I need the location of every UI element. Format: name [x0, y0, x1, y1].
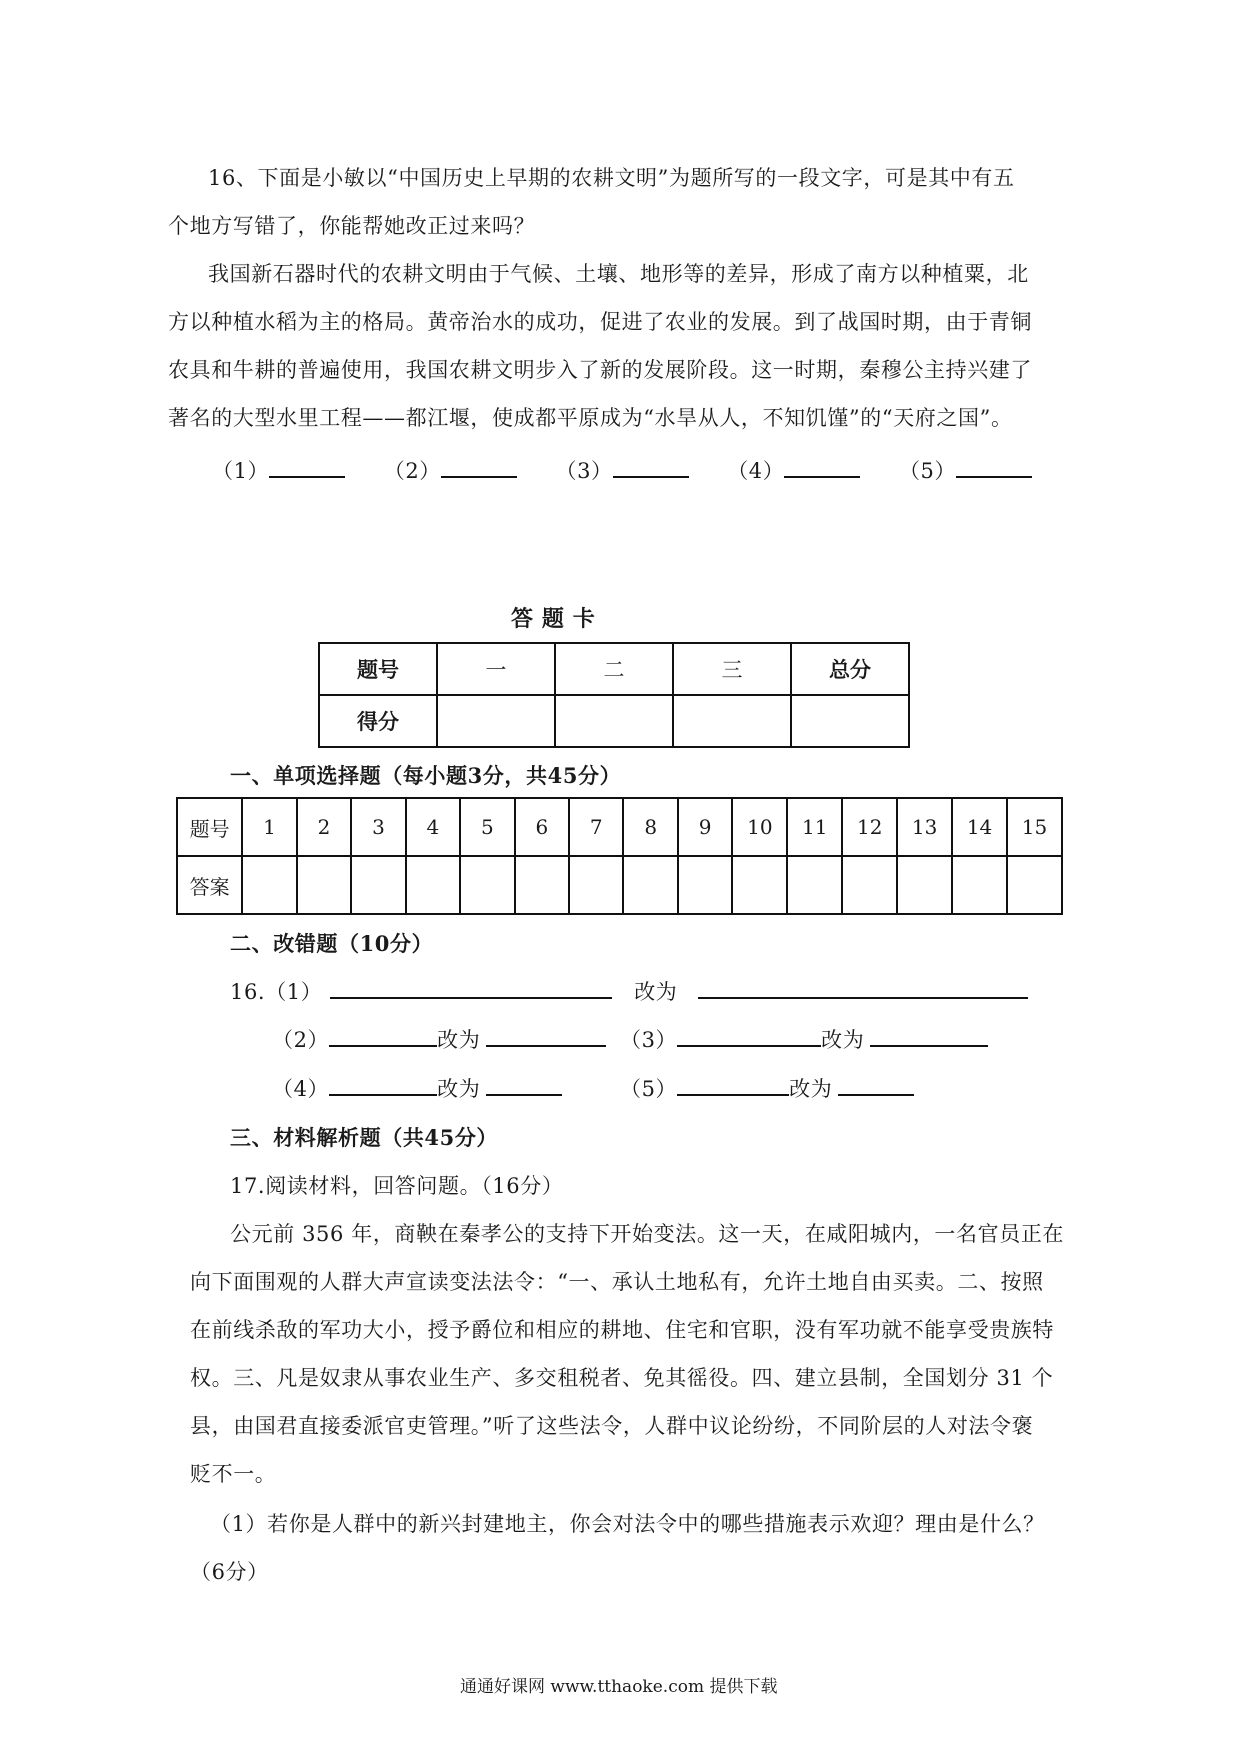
answer-blank-1[interactable] — [269, 475, 345, 478]
question-number-cell: 12 — [842, 798, 897, 856]
q16-para-line3: 农具和牛耕的普遍使用，我国农耕文明步入了新的发展阶段。这一时期，秦穆公主持兴建了 — [168, 358, 1032, 382]
material-line6: 贬不一。 — [190, 1462, 277, 1486]
correction-row-1 — [230, 976, 1028, 1006]
q16-para-line1: 我国新石器时代的农耕文明由于气候、土壤、地形等的差异，形成了南方以种植粟，北 — [208, 262, 1029, 286]
correction-wrong-4[interactable] — [329, 1093, 437, 1096]
score-cell-total[interactable] — [791, 695, 909, 747]
answer-cell[interactable] — [897, 856, 952, 914]
answer-blank-4[interactable] — [784, 475, 860, 478]
correction-label-3: （3） — [620, 1028, 678, 1052]
answer-cell[interactable] — [952, 856, 1007, 914]
change-to-label-4: 改为 — [437, 1077, 481, 1101]
page-footer: 通通好课网 www.tthaoke.com 提供下载 — [460, 1677, 778, 1697]
change-to-label-5: 改为 — [789, 1077, 833, 1101]
question-number-cell: 1 — [242, 798, 296, 856]
correction-wrong-5[interactable] — [677, 1093, 789, 1096]
choice-row-label-answer: 答案 — [177, 856, 242, 914]
correction-right-5[interactable] — [838, 1093, 914, 1096]
score-row-label: 得分 — [319, 695, 437, 747]
q16-intro-line2: 个地方写错了，你能帮她改正过来吗？ — [168, 214, 536, 238]
answer-cell[interactable] — [842, 856, 897, 914]
material-line5: 县，由国君直接委派官吏管理。”听了这些法令，人群中议论纷纷，不同阶层的人对法令褒 — [190, 1414, 1034, 1438]
correction-row-3 — [620, 1024, 988, 1054]
choice-answer-table — [176, 797, 1063, 915]
score-cell-three[interactable] — [673, 695, 791, 747]
answer-blank-3[interactable] — [613, 475, 689, 478]
answer-cell[interactable] — [351, 856, 405, 914]
answer-cell[interactable] — [406, 856, 460, 914]
answer-card-title: 答 题 卡 — [511, 606, 596, 632]
q16-intro-line1: 16、下面是小敏以“中国历史上早期的农耕文明”为题所写的一段文字，可是其中有五 — [208, 166, 1015, 190]
material-line3: 在前线杀敌的军功大小，授予爵位和相应的耕地、住宅和官职，没有军功就不能享受贵族特 — [190, 1318, 1054, 1342]
q16-blank-row — [212, 455, 1032, 485]
answer-cell[interactable] — [732, 856, 787, 914]
correction-wrong-1[interactable] — [330, 996, 612, 999]
section2-heading: 二、改错题（10分） — [230, 931, 434, 956]
section3-heading: 三、材料解析题（共45分） — [230, 1125, 499, 1150]
answer-cell[interactable] — [787, 856, 842, 914]
material-line1: 公元前 356 年，商鞅在秦孝公的支持下开始变法。这一天，在咸阳城内，一名官员正在 — [230, 1222, 1065, 1246]
correction-row-5 — [620, 1073, 914, 1103]
correction-right-1[interactable] — [698, 996, 1028, 999]
correction-row-2 — [272, 1024, 606, 1054]
question-number-cell: 10 — [732, 798, 787, 856]
question-number-cell: 2 — [297, 798, 351, 856]
correction-right-3[interactable] — [870, 1044, 988, 1047]
question-number-cell: 5 — [460, 798, 514, 856]
score-header-one: 一 — [437, 643, 555, 695]
answer-blank-2[interactable] — [441, 475, 517, 478]
question-number-cell: 11 — [787, 798, 842, 856]
question-number-cell: 6 — [515, 798, 569, 856]
blank-label-2: （2） — [383, 459, 441, 483]
answer-cell[interactable] — [678, 856, 732, 914]
change-to-label-3: 改为 — [821, 1028, 865, 1052]
blank-label-5: （5） — [898, 459, 957, 483]
score-table — [318, 642, 910, 748]
section1-heading: 一、单项选择题（每小题3分，共45分） — [230, 763, 622, 788]
correction-wrong-2[interactable] — [329, 1044, 437, 1047]
question-number-cell: 4 — [406, 798, 460, 856]
blank-label-3: （3） — [555, 459, 613, 483]
blank-label-1: （1） — [212, 459, 270, 483]
change-to-label-1: 改为 — [634, 980, 678, 1004]
correction-prefix: 16.（1） — [230, 980, 323, 1004]
question-number-cell: 7 — [569, 798, 623, 856]
question-number-cell: 13 — [897, 798, 952, 856]
blank-label-4: （4） — [727, 459, 785, 483]
score-header-number: 题号 — [319, 643, 437, 695]
score-header-three: 三 — [673, 643, 791, 695]
correction-right-2[interactable] — [486, 1044, 606, 1047]
correction-label-4: （4） — [272, 1077, 330, 1101]
correction-row-4 — [272, 1073, 562, 1103]
question-number-cell: 8 — [623, 798, 677, 856]
question-number-cell: 15 — [1007, 798, 1062, 856]
correction-label-2: （2） — [272, 1028, 330, 1052]
correction-right-4[interactable] — [486, 1093, 562, 1096]
question-number-cell: 14 — [952, 798, 1007, 856]
material-line4: 权。三、凡是奴隶从事农业生产、多交租税者、免其徭役。四、建立县制，全国划分 31 个 — [190, 1366, 1054, 1390]
correction-label-5: （5） — [620, 1077, 678, 1101]
correction-wrong-3[interactable] — [677, 1044, 821, 1047]
answer-cell[interactable] — [242, 856, 296, 914]
answer-blank-5[interactable] — [956, 475, 1032, 478]
answer-cell[interactable] — [623, 856, 677, 914]
score-cell-one[interactable] — [437, 695, 555, 747]
question-number-cell: 3 — [351, 798, 405, 856]
choice-row-label-number: 题号 — [177, 798, 242, 856]
question-number-cell: 9 — [678, 798, 732, 856]
material-line2: 向下面围观的人群大声宣读变法法令：“一、承认土地私有，允许土地自由买卖。二、按照 — [190, 1270, 1044, 1294]
score-cell-two[interactable] — [555, 695, 673, 747]
answer-cell[interactable] — [569, 856, 623, 914]
q16-para-line4: 著名的大型水里工程——都江堰，使成都平原成为“水旱从人，不知饥馑”的“天府之国”。 — [168, 406, 1013, 430]
sub-question-1-line1: （1）若你是人群中的新兴封建地主，你会对法令中的哪些措施表示欢迎？理由是什么？ — [210, 1512, 1045, 1536]
q16-para-line2: 方以种植水稻为主的格局。黄帝治水的成功，促进了农业的发展。到了战国时期，由于青铜 — [168, 310, 1032, 334]
score-header-two: 二 — [555, 643, 673, 695]
change-to-label-2: 改为 — [437, 1028, 481, 1052]
answer-cell[interactable] — [297, 856, 351, 914]
answer-cell[interactable] — [1007, 856, 1062, 914]
answer-cell[interactable] — [460, 856, 514, 914]
q17-title: 17.阅读材料，回答问题。（16分） — [230, 1174, 564, 1198]
answer-cell[interactable] — [515, 856, 569, 914]
sub-question-1-line2: （6分） — [190, 1560, 269, 1584]
score-header-total: 总分 — [791, 643, 909, 695]
